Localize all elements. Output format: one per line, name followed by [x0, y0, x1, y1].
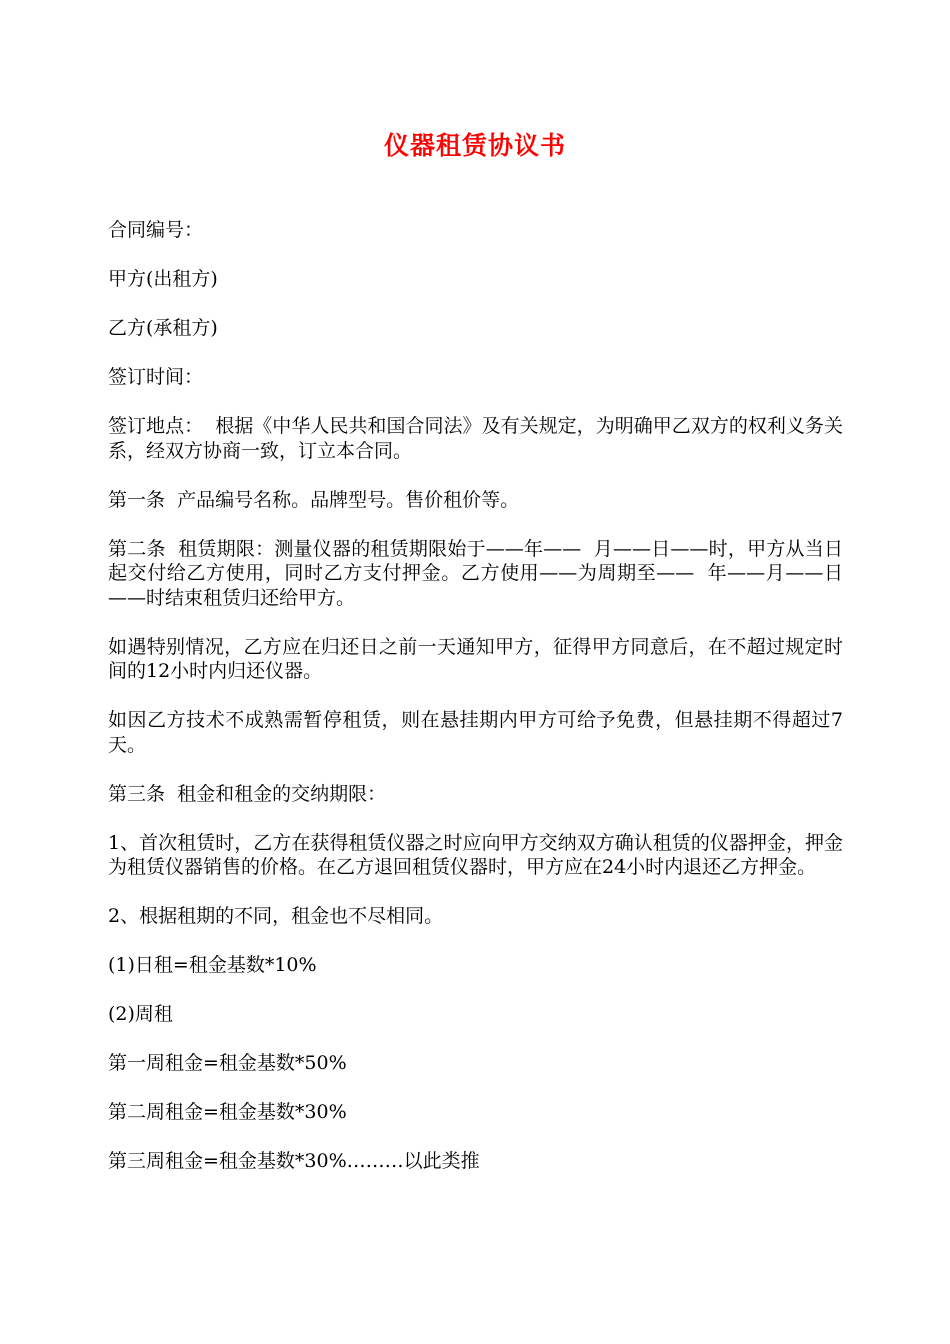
paragraph-article-2: 第二条 租赁期限：测量仪器的租赁期限始于——年—— 月——日——时，甲方从当日起交付给乙方使用，同时乙方支付押金。乙方使用——为周期至—— 年——月——日——时结束租赁归还给甲方。 — [108, 537, 843, 609]
paragraph-week-1: 第一周租金=租金基数*50% — [108, 1052, 347, 1074]
paragraph-party-b: 乙方(承租方) — [108, 317, 218, 339]
document-title: 仪器租赁协议书 — [383, 131, 566, 160]
paragraph-rent-varies: 2、根据租期的不同，租金也不尽相同。 — [108, 905, 444, 927]
paragraph-daily-rent: (1)日租=租金基数*10% — [108, 954, 317, 976]
paragraph-weekly-rent: (2)周租 — [108, 1003, 173, 1025]
paragraph-article-1: 第一条 产品编号名称。品牌型号。售价租价等。 — [108, 488, 520, 511]
document-body — [108, 218, 843, 1198]
paragraph-deposit: 1、首次租赁时，乙方在获得租赁仪器之时应向甲方交纳双方确认租赁的仪器押金，押金为租赁仪器销售的价格。在乙方退回租赁仪器时，甲方应在24小时内退还乙方押金。 — [108, 831, 843, 878]
paragraph-signing-time: 签订时间： — [108, 366, 204, 388]
paragraph-special-case: 如遇特别情况，乙方应在归还日之前一天通知甲方，征得甲方同意后，在不超过规定时间的12小时内归还仪器。 — [108, 635, 843, 682]
paragraph-suspension: 如因乙方技术不成熟需暂停租赁，则在悬挂期内甲方可给予免费，但悬挂期不得超过7天。 — [108, 709, 843, 756]
paragraph-week-2: 第二周租金=租金基数*30% — [108, 1101, 347, 1123]
paragraph-contract-number: 合同编号： — [108, 219, 204, 241]
paragraph-signing-place: 签订地点： 根据《中华人民共和国合同法》及有关规定，为明确甲乙双方的权利义务关系，经双方协商一致，订立本合同。 — [108, 415, 843, 462]
paragraph-party-a: 甲方(出租方) — [108, 268, 218, 290]
paragraph-article-3: 第三条 租金和租金的交纳期限： — [108, 782, 387, 805]
paragraph-week-3: 第三周租金=租金基数*30%………以此类推 — [108, 1150, 480, 1172]
